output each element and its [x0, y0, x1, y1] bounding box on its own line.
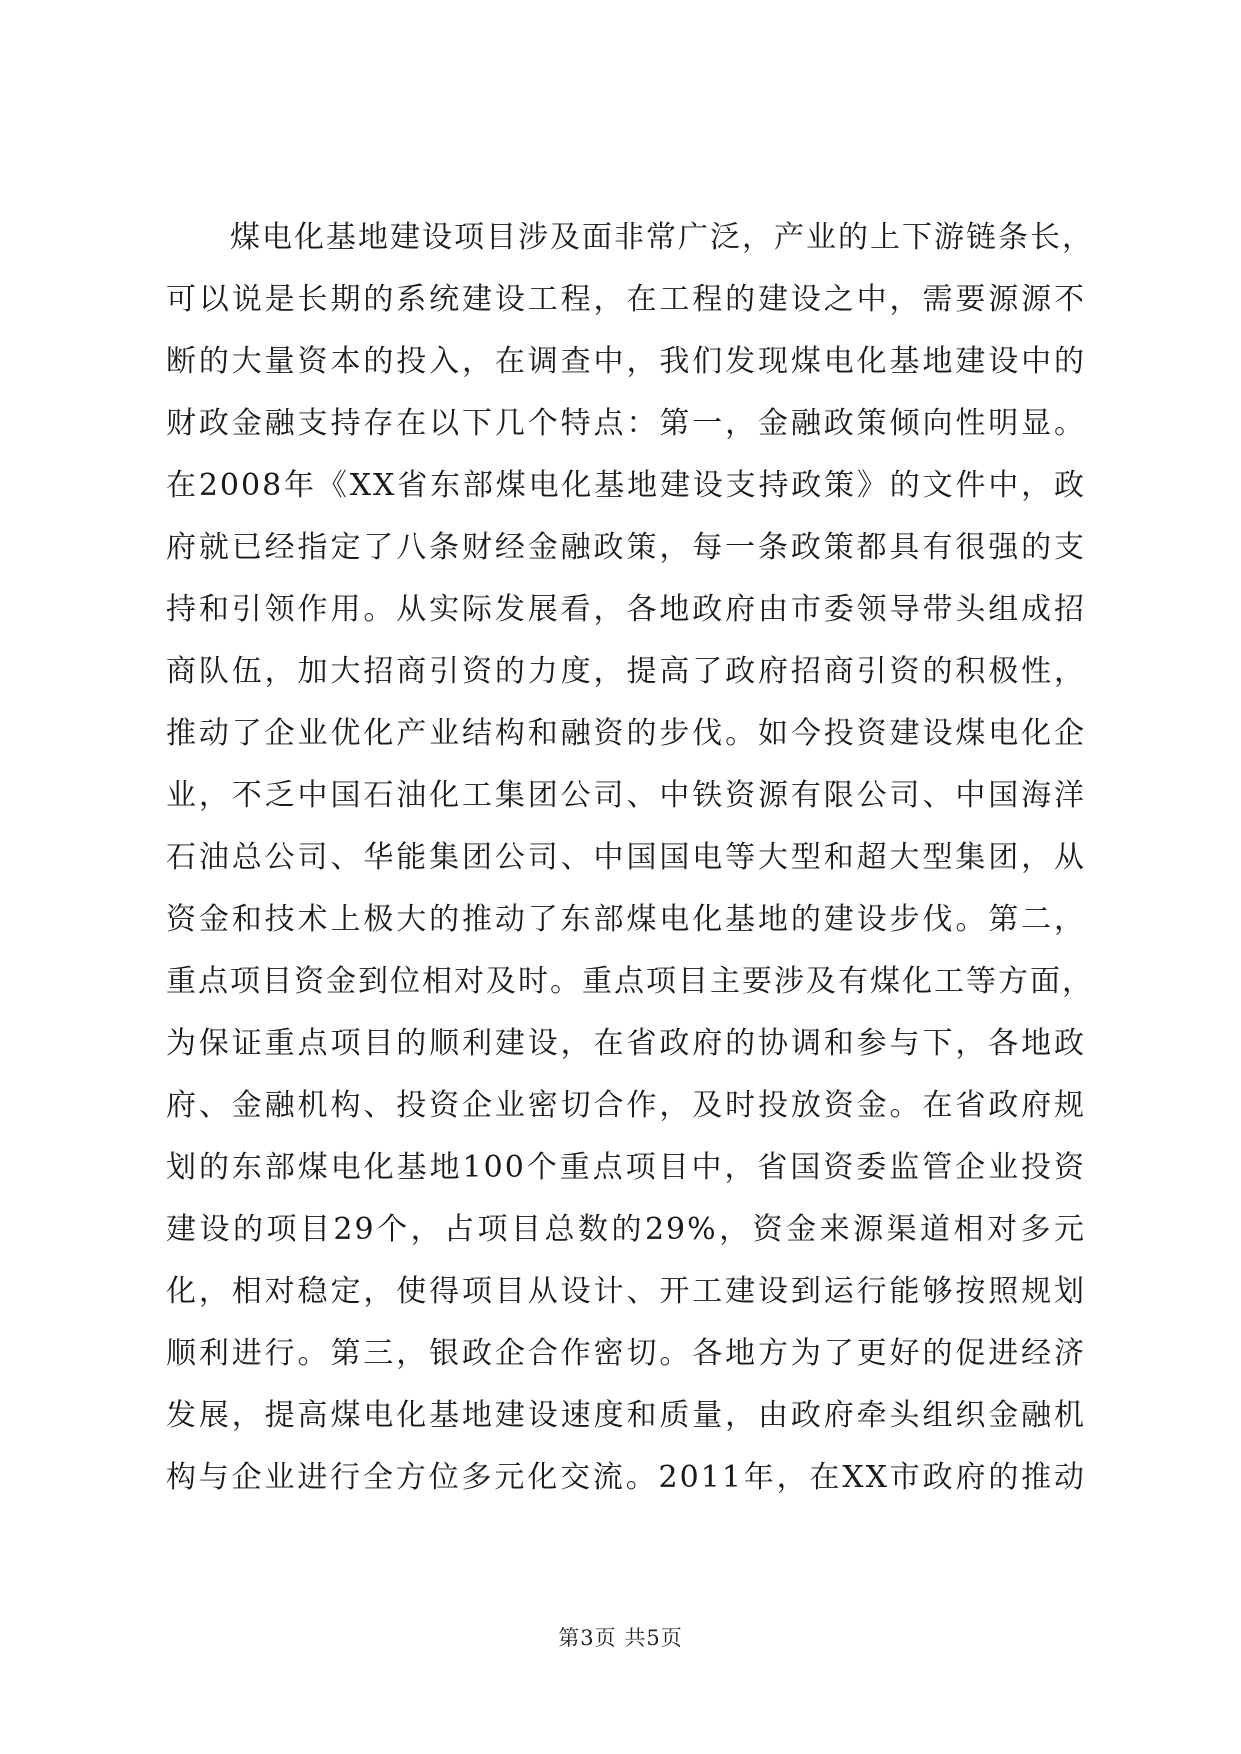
text-line-5: 在2008年《XX省东部煤电化基地建设支持政策》的文件中，政	[166, 468, 1086, 503]
text-line-17: 建设的项目29个，占项目总数的29%，资金来源渠道相对多元	[166, 1212, 1086, 1247]
text-line-16: 划的东部煤电化基地100个重点项目中，省国资委监管企业投资	[166, 1150, 1086, 1185]
text-line-1: 煤电化基地建设项目涉及面非常广泛，产业的上下游链条长，	[230, 220, 1094, 255]
text-line-13: 重点项目资金到位相对及时。重点项目主要涉及有煤化工等方面，	[166, 964, 1094, 999]
text-line-19: 顺利进行。第三，银政企合作密切。各地方为了更好的促进经济	[166, 1336, 1086, 1371]
page-number-footer: 第3页 共5页	[558, 1626, 683, 1650]
body-paragraph	[166, 207, 1094, 1509]
text-line-9: 推动了企业优化产业结构和融资的步伐。如今投资建设煤电化企	[166, 716, 1086, 751]
text-line-7: 持和引领作用。从实际发展看，各地政府由市委领导带头组成招	[166, 592, 1086, 627]
text-line-14: 为保证重点项目的顺利建设，在省政府的协调和参与下，各地政	[166, 1026, 1086, 1061]
text-line-11: 石油总公司、华能集团公司、中国国电等大型和超大型集团，从	[166, 840, 1086, 875]
text-line-10: 业，不乏中国石油化工集团公司、中铁资源有限公司、中国海洋	[166, 778, 1086, 813]
text-line-6: 府就已经指定了八条财经金融政策，每一条政策都具有很强的支	[166, 530, 1086, 565]
text-line-2: 可以说是长期的系统建设工程，在工程的建设之中，需要源源不	[166, 282, 1086, 317]
text-line-8: 商队伍，加大招商引资的力度，提高了政府招商引资的积极性，	[166, 654, 1086, 689]
text-line-15: 府、金融机构、投资企业密切合作，及时投放资金。在省政府规	[166, 1088, 1086, 1123]
text-line-12: 资金和技术上极大的推动了东部煤电化基地的建设步伐。第二，	[166, 902, 1086, 937]
text-line-20: 发展，提高煤电化基地建设速度和质量，由政府牵头组织金融机	[166, 1398, 1086, 1433]
text-line-18: 化，相对稳定，使得项目从设计、开工建设到运行能够按照规划	[166, 1274, 1086, 1309]
text-line-4: 财政金融支持存在以下几个特点：第一，金融政策倾向性明显。	[166, 406, 1086, 441]
text-line-21: 构与企业进行全方位多元化交流。2011年，在XX市政府的推动	[166, 1460, 1086, 1495]
text-line-3: 断的大量资本的投入，在调查中，我们发现煤电化基地建设中的	[166, 344, 1086, 379]
